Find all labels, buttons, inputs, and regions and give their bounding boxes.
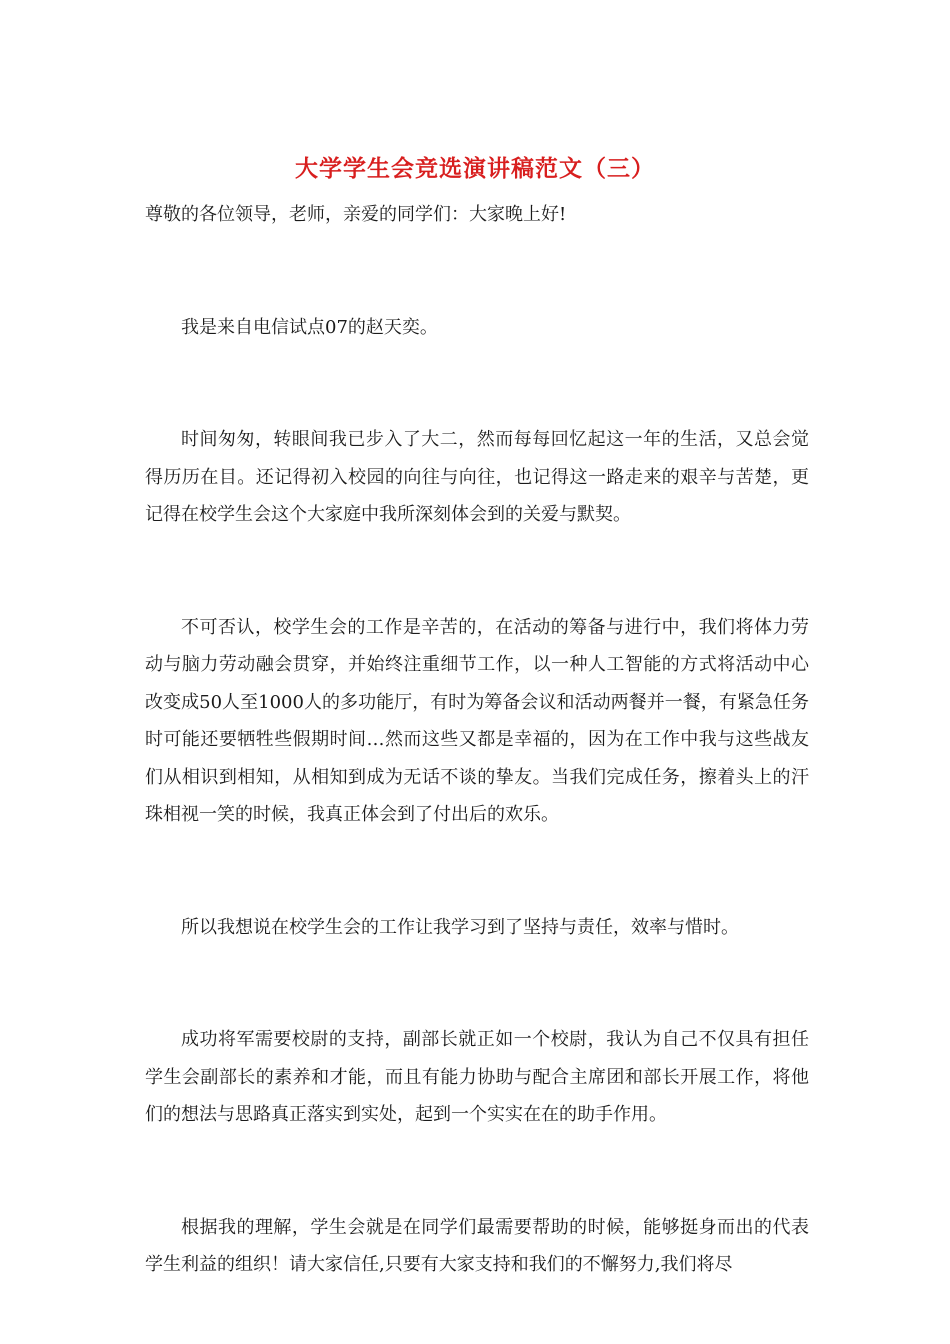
document-body (145, 196, 809, 1284)
paragraph-memories: 时间匆匆，转眼间我已步入了大二，然而每每回忆起这一年的生活，又总会觉得历历在目。还记得初入校园的向往与向往，也记得这一路走来的艰辛与苦楚，更记得在校学生会这个大家庭中我所深刻体会到的关爱与默契。 (145, 429, 809, 525)
document-title: 大学学生会竞选演讲稿范文（三） (295, 155, 655, 182)
paragraph-lessons: 所以我想说在校学生会的工作让我学习到了坚持与责任，效率与惜时。 (181, 916, 739, 938)
paragraph-spacer (145, 1134, 809, 1209)
paragraph-understanding: 根据我的理解，学生会就是在同学们最需要帮助的时候，能够挺身而出的代表学生利益的组织！请大家信任,只要有大家支持和我们的不懈努力,我们将尽 (145, 1216, 809, 1275)
paragraph-spacer (145, 834, 809, 909)
paragraph-spacer (145, 534, 809, 609)
paragraph-spacer (145, 234, 809, 309)
paragraph-spacer (145, 346, 809, 421)
paragraph-introduction: 我是来自电信试点07的赵天奕。 (181, 316, 438, 338)
paragraph-work-experience: 不可否认，校学生会的工作是辛苦的，在活动的筹备与进行中，我们将体力劳动与脑力劳动融会贯穿，并始终注重细节工作，以一种人工智能的方式将活动中心改变成50人至1000人的多功能厅，有时为筹备会议和活动两餐并一餐，有紧急任务时可能还要牺牲些假期时间…然而这些又都是幸福的，因为在工作中我与这些战友们从相识到相知，从相知到成为无话不谈的挚友。当我们完成任务，擦着头上的汗珠相视一笑的时候，我真正体会到了付出后的欢乐。 (145, 616, 809, 825)
paragraph-spacer (145, 946, 809, 1021)
greeting-line: 尊敬的各位领导，老师，亲爱的同学们：大家晚上好! (145, 204, 567, 225)
paragraph-qualifications: 成功将军需要校尉的支持，副部长就正如一个校尉，我认为自己不仅具有担任学生会副部长的素养和才能，而且有能力协助与配合主席团和部长开展工作，将他们的想法与思路真正落实到实处，起到一个实实在在的助手作用。 (145, 1029, 809, 1125)
